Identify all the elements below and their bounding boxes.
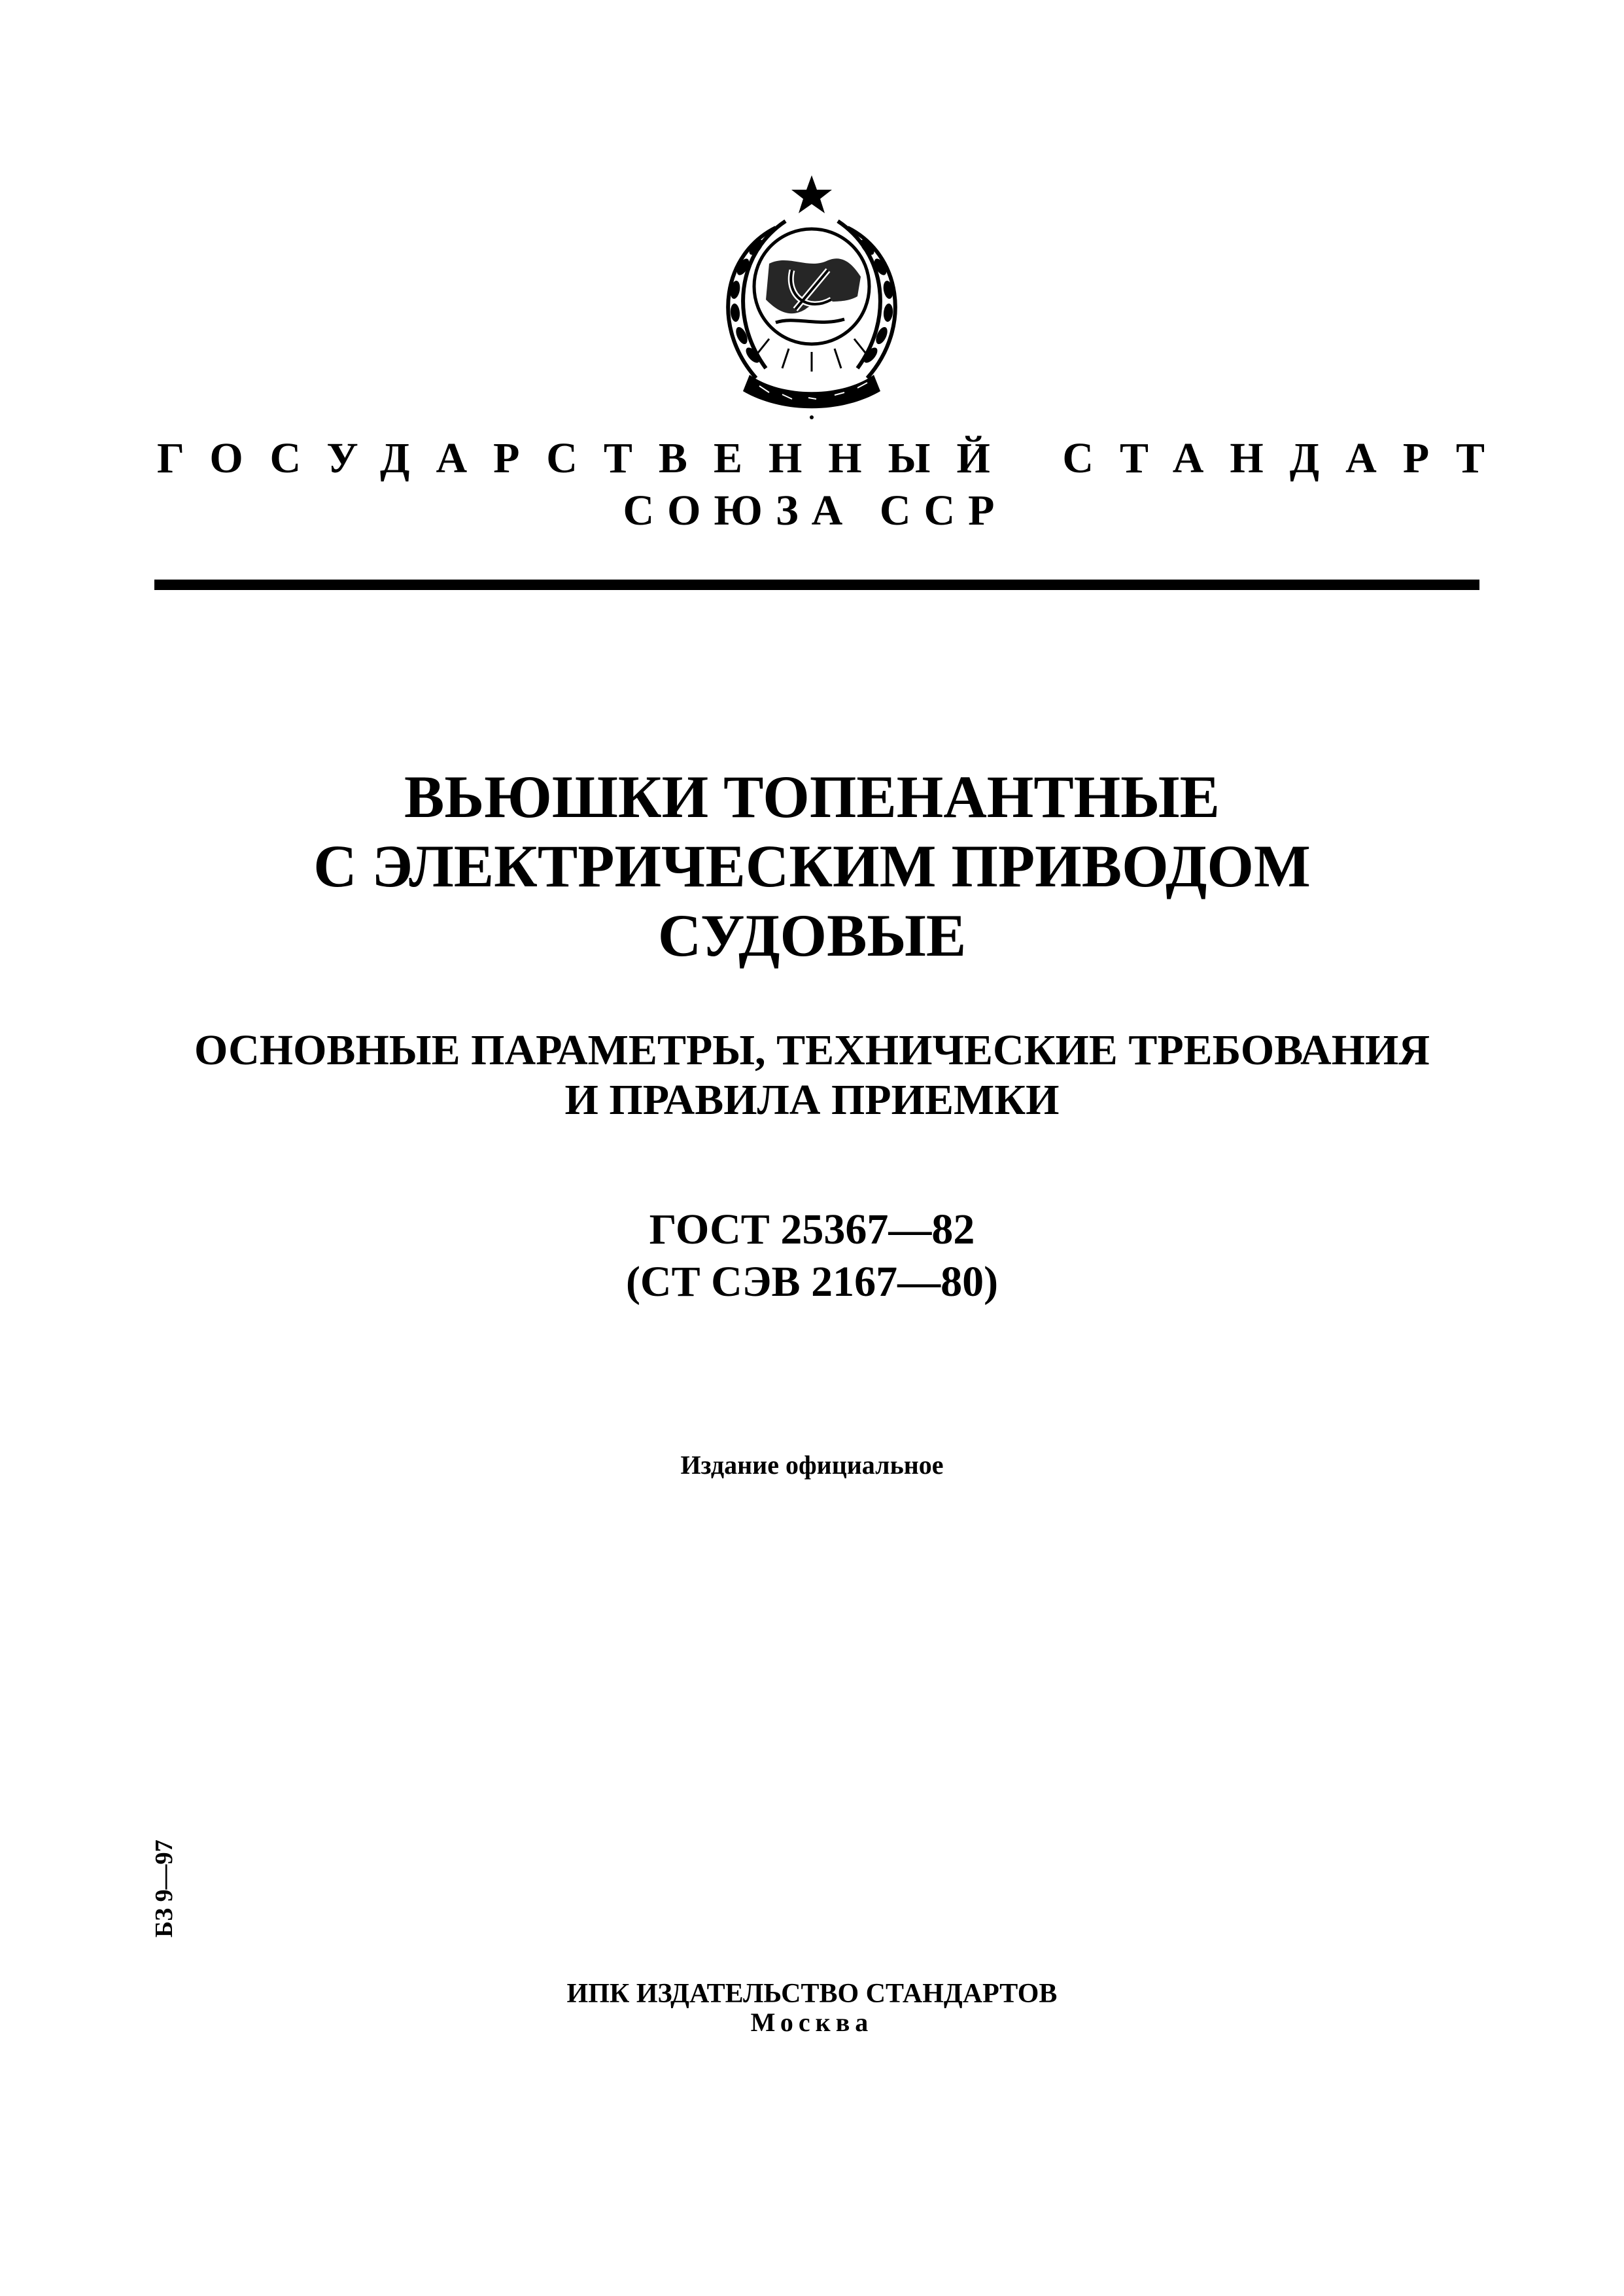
title-line: СУДОВЫЕ: [657, 902, 967, 969]
publisher-city: Москва: [750, 2008, 874, 2037]
header-word-state: ГОСУДАРСТВЕННЫЙ: [157, 434, 1016, 482]
header-word-standard: СТАНДАРТ: [1062, 434, 1511, 482]
side-code-label: БЗ 9—97: [150, 1839, 178, 1938]
header-line-2: СОЮЗА ССР: [623, 487, 1008, 534]
standard-number: ГОСТ 25367—82: [649, 1206, 975, 1253]
header-line-1: [157, 434, 1511, 482]
title-line: ВЬЮШКИ ТОПЕНАНТНЫЕ: [404, 763, 1220, 830]
standard-designation: [0, 1204, 1624, 1308]
cmea-standard-number: (СТ СЭВ 2167—80): [625, 1258, 999, 1306]
document-subtitle: [0, 1026, 1624, 1125]
title-line: С ЭЛЕКТРИЧЕСКИМ ПРИВОДОМ: [313, 833, 1311, 899]
document-title: [0, 762, 1624, 970]
subtitle-line: И ПРАВИЛА ПРИЕМКИ: [564, 1076, 1060, 1124]
ussr-state-emblem-icon: [678, 156, 946, 430]
edition-label: Издание официальное: [680, 1450, 944, 1480]
subtitle-line: ОСНОВНЫЕ ПАРАМЕТРЫ, ТЕХНИЧЕСКИЕ ТРЕБОВАНИЯ: [194, 1026, 1430, 1074]
publisher-name: ИПК ИЗДАТЕЛЬСТВО СТАНДАРТОВ: [566, 1979, 1058, 2009]
header-divider: [154, 580, 1479, 590]
